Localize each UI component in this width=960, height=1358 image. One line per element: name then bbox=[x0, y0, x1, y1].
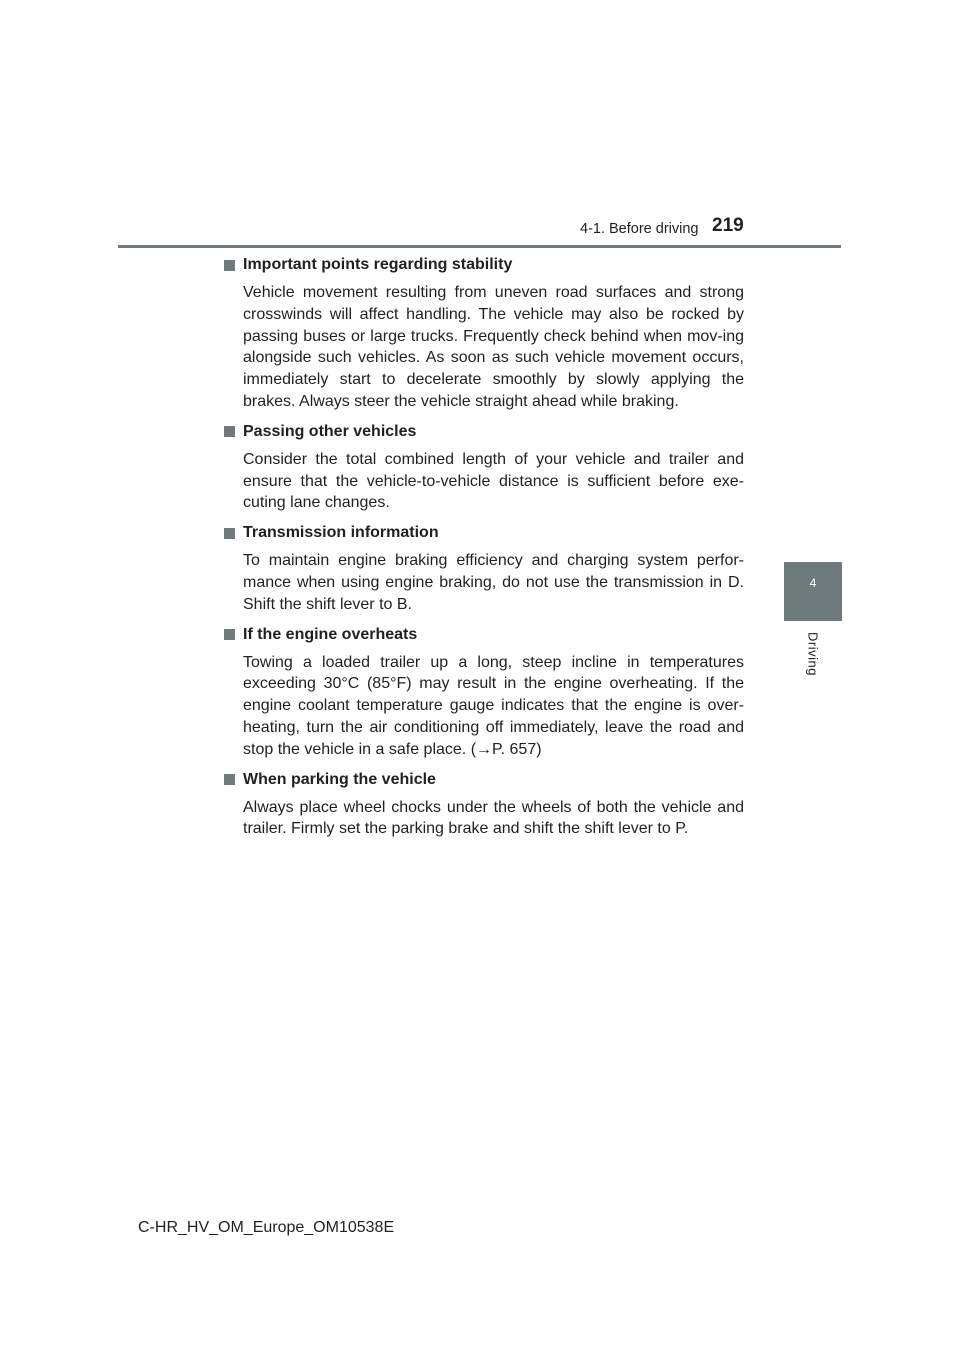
section-transmission bbox=[224, 522, 744, 615]
square-bullet-icon bbox=[224, 426, 235, 437]
page-content bbox=[224, 254, 744, 848]
section-parking bbox=[224, 769, 744, 841]
section-body: To maintain engine braking efficiency and charging system perfor-mance when using engine braking, do not use the transmission in D. Shift the shift lever to B. bbox=[243, 552, 744, 613]
square-bullet-icon bbox=[224, 629, 235, 640]
chapter-tab-number: 4 bbox=[809, 576, 817, 590]
page-number: 219 bbox=[712, 215, 744, 236]
section-title: If the engine overheats bbox=[243, 625, 418, 643]
chapter-tab bbox=[784, 562, 842, 621]
section-title: Transmission information bbox=[243, 524, 439, 542]
section-passing bbox=[224, 421, 744, 514]
section-body: Consider the total combined length of your vehicle and trailer and ensure that the vehicle-to-vehicle distance is sufficient before exe-cuting lane changes. bbox=[243, 450, 744, 512]
header-divider bbox=[118, 245, 841, 248]
section-stability bbox=[224, 254, 744, 413]
section-heading bbox=[224, 522, 744, 544]
section-heading bbox=[224, 624, 744, 646]
square-bullet-icon bbox=[224, 774, 235, 785]
section-overheats bbox=[224, 624, 744, 761]
section-title: Important points regarding stability bbox=[243, 256, 513, 273]
section-heading bbox=[224, 421, 744, 443]
section-heading bbox=[224, 254, 744, 276]
square-bullet-icon bbox=[224, 528, 235, 539]
section-body: Vehicle movement resulting from uneven road surfaces and strong crosswinds will affect handling. The vehicle may also be rocked by passing buses or large trucks. Frequently check behind when mov-ing alongside such vehicles. As soon as such vehicle movement occurs, immediately start to decelerate smoothly by slowly applying the brakes. Always steer the vehicle straight ahead while braking. bbox=[243, 284, 744, 410]
section-body: Always place wheel chocks under the wheels of both the vehicle and trailer. Firmly set the parking brake and shift the shift lever to P. bbox=[243, 798, 744, 838]
chapter-tab-label: Driving bbox=[805, 632, 821, 676]
header-section-title: 4-1. Before driving bbox=[580, 221, 699, 237]
section-title: Passing other vehicles bbox=[243, 422, 417, 440]
document-id-footer: C-HR_HV_OM_Europe_OM10538E bbox=[138, 1219, 395, 1236]
square-bullet-icon bbox=[224, 260, 235, 271]
section-body: Towing a loaded trailer up a long, steep incline in temperatures exceeding 30°C (85°F) may result in the engine overheating. If the engine coolant temperature gauge indicates that the engine is over-heating, turn the air conditioning off immediately, leave the road and stop the vehicle in a safe place. (→P. 657) bbox=[243, 653, 744, 758]
section-heading bbox=[224, 769, 744, 791]
section-title: When parking the vehicle bbox=[243, 770, 436, 788]
